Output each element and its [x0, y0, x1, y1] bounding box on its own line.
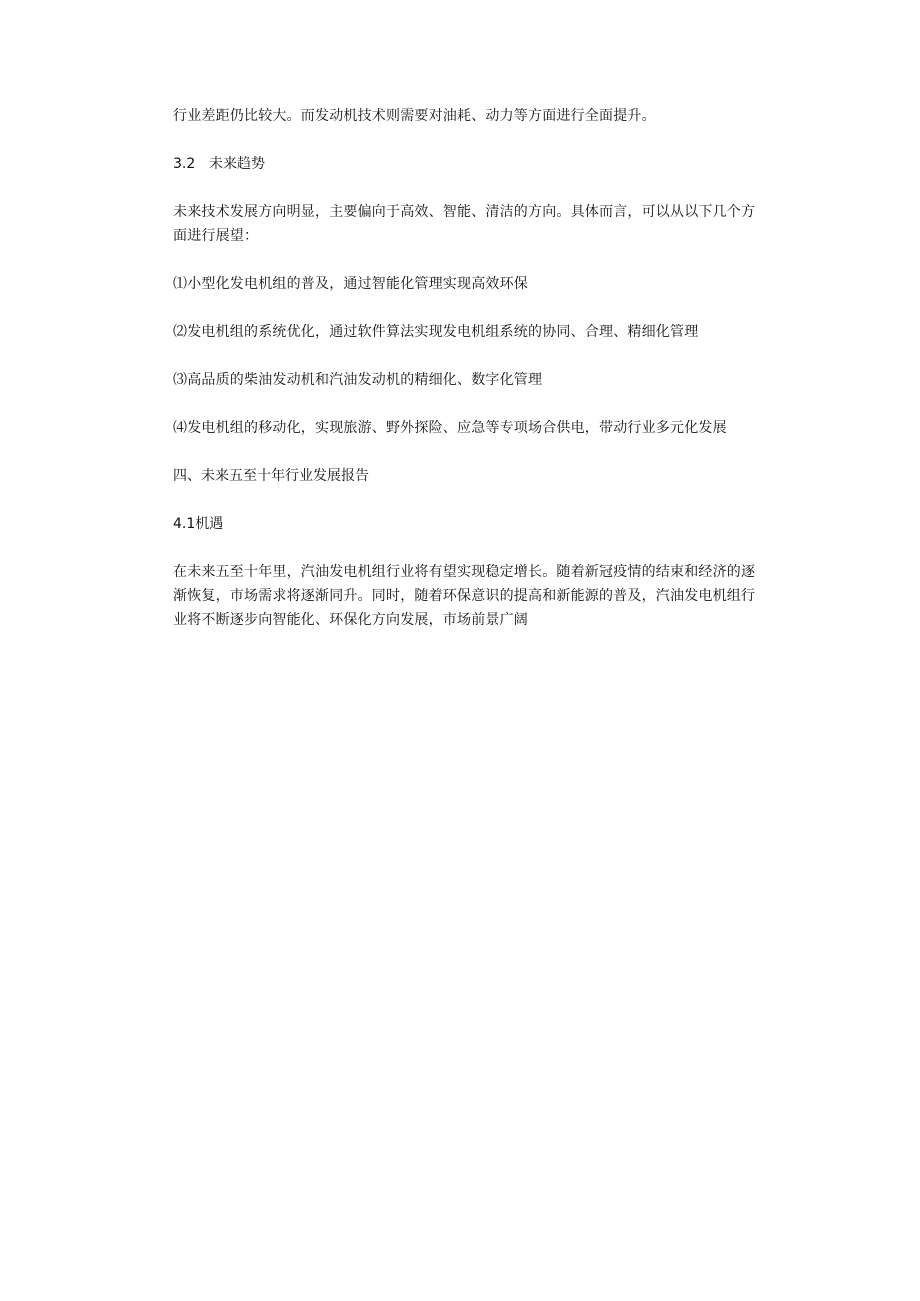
section-heading-3-2 [173, 152, 763, 176]
paragraph-industry-gap: 行业差距仍比较大。而发动机技术则需要对油耗、动力等方面进行全面提升。 [173, 108, 656, 124]
section-title: 未来趋势 [209, 156, 265, 172]
list-item-3: ⑶高品质的柴油发动机和汽油发动机的精细化、数字化管理 [173, 372, 543, 388]
document-body [173, 104, 763, 656]
section-heading-4-1: 4.1机遇 [173, 516, 224, 532]
paragraph-future-direction: 未来技术发展方向明显，主要偏向于高效、智能、清洁的方向。具体而言，可以从以下几个方面进行展望： [173, 204, 756, 244]
chapter-heading-4: 四、未来五至十年行业发展报告 [173, 468, 369, 484]
list-item-4: ⑷发电机组的移动化，实现旅游、野外探险、应急等专项场合供电，带动行业多元化发展 [173, 420, 727, 436]
list-item-2: ⑵发电机组的系统优化，通过软件算法实现发电机组系统的协同、合理、精细化管理 [173, 324, 699, 340]
list-item-1: ⑴小型化发电机组的普及，通过智能化管理实现高效环保 [173, 276, 528, 292]
paragraph-opportunity: 在未来五至十年里，汽油发电机组行业将有望实现稳定增长。随着新冠疫情的结束和经济的逐渐恢复，市场需求将逐渐同升。同时，随着环保意识的提高和新能源的普及，汽油发电机组行业将不断逐步向智能化、环保化方向发展，市场前景广阔 [173, 564, 756, 628]
section-number: 3.2 [173, 156, 196, 172]
